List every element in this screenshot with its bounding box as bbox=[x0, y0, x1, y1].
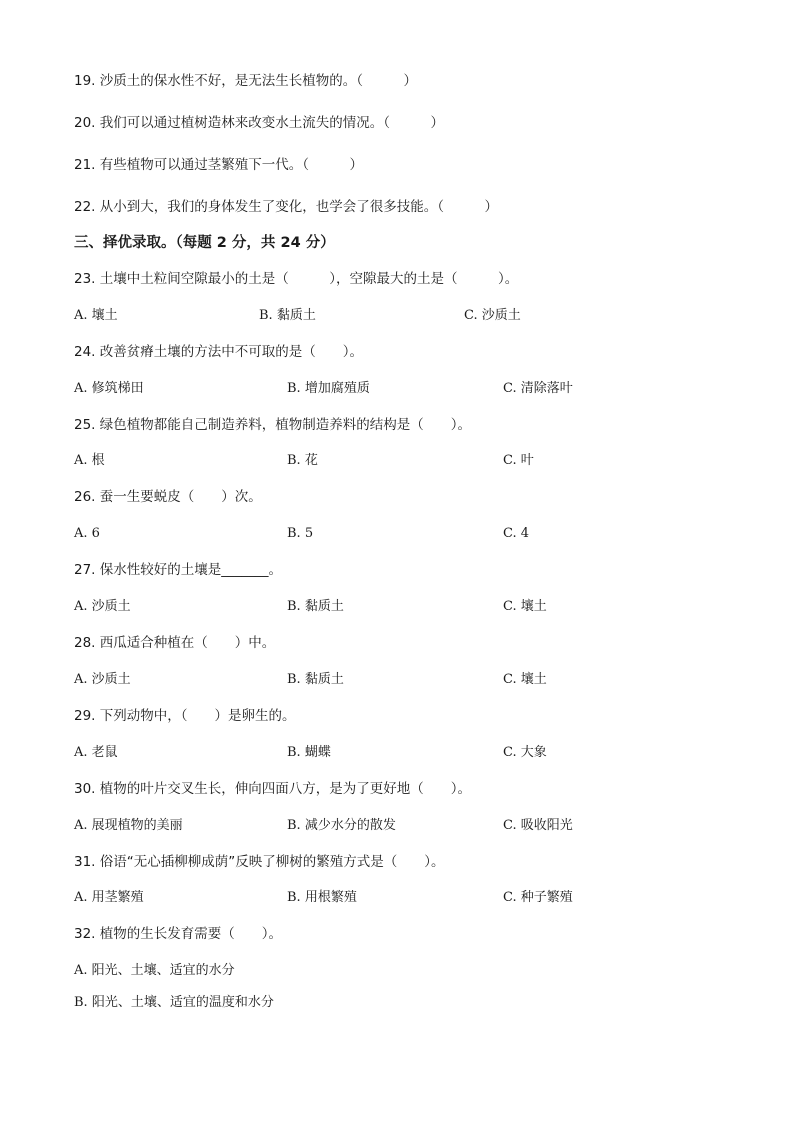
question-text: 21. 有些植物可以通过茎繁殖下一代。（ ） bbox=[74, 157, 364, 173]
answer-option: C. 叶 bbox=[503, 453, 534, 468]
answer-option: A. 6 bbox=[74, 526, 100, 541]
answer-option: B. 黏质土 bbox=[287, 672, 344, 687]
question-text: 22. 从小到大，我们的身体发生了变化，也学会了很多技能。（ ） bbox=[74, 199, 499, 215]
answer-option: A. 修筑梯田 bbox=[74, 381, 144, 396]
question-text: 19. 沙质土的保水性不好，是无法生长植物的。（ ） bbox=[74, 73, 418, 89]
question-text: 20. 我们可以通过植树造林来改变水土流失的情况。（ ） bbox=[74, 115, 445, 131]
answer-option: C. 壤土 bbox=[503, 599, 547, 614]
question-text: 27. 保水性较好的土壤是_______。 bbox=[74, 562, 283, 578]
answer-option: B. 5 bbox=[287, 526, 314, 541]
answer-option: C. 清除落叶 bbox=[503, 381, 573, 396]
answer-option: A. 老鼠 bbox=[74, 745, 118, 760]
question-text: 24. 改善贫瘠土壤的方法中不可取的是（ ）。 bbox=[74, 344, 364, 360]
question-text: 30. 植物的叶片交叉生长，伸向四面八方，是为了更好地（ ）。 bbox=[74, 781, 472, 797]
question-text: 23. 土壤中土粒间空隙最小的土是（ ），空隙最大的土是（ ）。 bbox=[74, 271, 519, 287]
answer-option: C. 壤土 bbox=[503, 672, 547, 687]
answer-option: A. 阳光、土壤、适宜的水分 bbox=[74, 963, 235, 978]
answer-option: B. 用根繁殖 bbox=[287, 890, 357, 905]
section-heading: 三、择优录取。（每题 2 分，共 24 分） bbox=[74, 235, 335, 251]
answer-option: B. 蝴蝶 bbox=[287, 745, 331, 760]
answer-option: A. 沙质土 bbox=[74, 672, 131, 687]
answer-option: A. 沙质土 bbox=[74, 599, 131, 614]
answer-option: B. 黏质土 bbox=[287, 599, 344, 614]
answer-option: A. 壤土 bbox=[74, 308, 118, 323]
answer-option: B. 增加腐殖质 bbox=[287, 381, 370, 396]
answer-option: B. 花 bbox=[287, 453, 318, 468]
question-text: 25. 绿色植物都能自己制造养料，植物制造养料的结构是（ ）。 bbox=[74, 417, 472, 433]
answer-option: C. 吸收阳光 bbox=[503, 818, 573, 833]
answer-option: C. 沙质土 bbox=[464, 308, 521, 323]
answer-option: C. 4 bbox=[503, 526, 530, 541]
answer-option: B. 减少水分的散发 bbox=[287, 818, 396, 833]
question-text: 28. 西瓜适合种植在（ ）中。 bbox=[74, 635, 276, 651]
question-text: 32. 植物的生长发育需要（ ）。 bbox=[74, 926, 283, 942]
answer-option: A. 展现植物的美丽 bbox=[74, 818, 183, 833]
question-text: 31. 俗语“无心插柳柳成荫”反映了柳树的繁殖方式是（ ）。 bbox=[74, 854, 445, 870]
question-text: 26. 蚕一生要蜕皮（ ）次。 bbox=[74, 489, 262, 505]
answer-option: C. 大象 bbox=[503, 745, 547, 760]
answer-option: C. 种子繁殖 bbox=[503, 890, 573, 905]
answer-option: B. 阳光、土壤、适宜的温度和水分 bbox=[74, 995, 274, 1010]
question-text: 29. 下列动物中，（ ）是卵生的。 bbox=[74, 708, 296, 724]
answer-option: B. 黏质土 bbox=[259, 308, 316, 323]
answer-option: A. 用茎繁殖 bbox=[74, 890, 144, 905]
answer-option: A. 根 bbox=[74, 453, 105, 468]
